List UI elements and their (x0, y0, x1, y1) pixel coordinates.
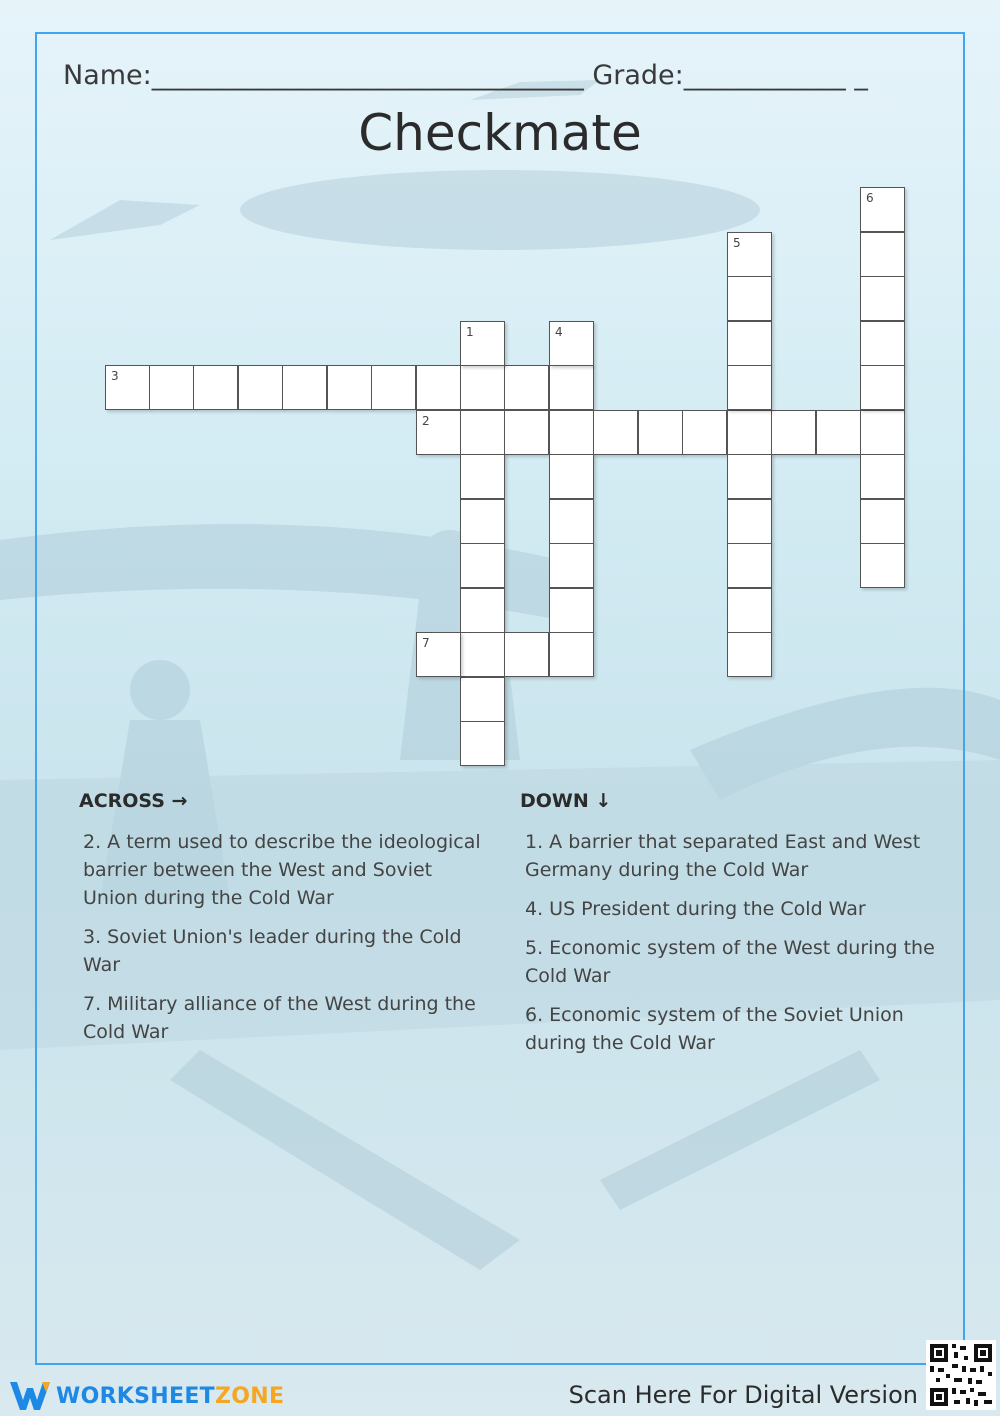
crossword-cell[interactable] (282, 365, 327, 410)
crossword-cell[interactable] (504, 410, 549, 455)
crossword-cell[interactable] (727, 365, 772, 410)
crossword-cell[interactable] (727, 632, 772, 677)
crossword-cell[interactable] (371, 365, 416, 410)
down-clue: 1. A barrier that separated East and West Germany during the Cold War (525, 831, 921, 881)
crossword-cell[interactable] (727, 232, 772, 277)
clue-number: 6 (866, 191, 874, 205)
crossword-cell[interactable] (727, 454, 772, 499)
crossword-cell[interactable] (460, 543, 505, 588)
down-clues (525, 828, 935, 1068)
crossword-cell[interactable] (327, 365, 372, 410)
crossword-cell[interactable] (860, 454, 905, 499)
crossword-cell[interactable] (593, 410, 638, 455)
worksheet-title: Checkmate (358, 104, 642, 162)
crossword-cell[interactable] (549, 410, 594, 455)
logo-text (56, 1384, 284, 1409)
crossword-cell[interactable] (549, 632, 594, 677)
across-clue: 3. Soviet Union's leader during the Cold War (83, 926, 462, 976)
crossword-cell[interactable] (860, 499, 905, 544)
crossword-cell[interactable] (105, 365, 150, 410)
across-clue: 7. Military alliance of the West during the Cold War (83, 993, 476, 1043)
crossword-cell[interactable] (727, 499, 772, 544)
crossword-cell[interactable] (549, 543, 594, 588)
crossword-cell[interactable] (860, 543, 905, 588)
crossword-cell[interactable] (860, 365, 905, 410)
crossword-cell[interactable] (504, 365, 549, 410)
clue-number: 1 (466, 325, 474, 339)
name-grade-line: Name:________________________________ Grade:____________ _ (63, 60, 868, 91)
across-clues (83, 828, 493, 1057)
crossword-cell[interactable] (238, 365, 283, 410)
crossword-cell[interactable] (460, 588, 505, 633)
crossword-cell[interactable] (460, 321, 505, 366)
crossword-cell[interactable] (460, 721, 505, 766)
crossword-cell[interactable] (860, 321, 905, 366)
clue-number: 4 (555, 325, 563, 339)
crossword-cell[interactable] (416, 410, 461, 455)
crossword-cell[interactable] (460, 365, 505, 410)
down-clue: 4. US President during the Cold War (525, 898, 866, 920)
down-heading: DOWN ↓ (520, 790, 612, 812)
crossword-cell[interactable] (416, 632, 461, 677)
logo-w-icon (8, 1378, 52, 1414)
crossword-cell[interactable] (860, 187, 905, 232)
qr-code-icon[interactable] (926, 1340, 996, 1410)
logo-text-zone: ZONE (214, 1383, 285, 1409)
clue-number: 7 (422, 636, 430, 650)
crossword-cell[interactable] (816, 410, 861, 455)
crossword-cell[interactable] (860, 232, 905, 277)
crossword-cell[interactable] (149, 365, 194, 410)
crossword-cell[interactable] (771, 410, 816, 455)
logo-text-worksheet: WORKSHEET (56, 1383, 215, 1409)
crossword-cell[interactable] (549, 588, 594, 633)
crossword-cell[interactable] (504, 632, 549, 677)
crossword-cell[interactable] (549, 454, 594, 499)
clue-number: 2 (422, 414, 430, 428)
crossword-cell[interactable] (193, 365, 238, 410)
crossword-cell[interactable] (860, 410, 905, 455)
crossword-cell[interactable] (727, 321, 772, 366)
crossword-cell[interactable] (460, 410, 505, 455)
crossword-cell[interactable] (727, 276, 772, 321)
clue-number: 3 (111, 369, 119, 383)
crossword-cell[interactable] (549, 321, 594, 366)
across-heading: ACROSS → (79, 790, 188, 812)
crossword-cell[interactable] (460, 499, 505, 544)
crossword-cell[interactable] (727, 543, 772, 588)
crossword-cell[interactable] (460, 632, 505, 677)
crossword-cell[interactable] (727, 588, 772, 633)
crossword-cell[interactable] (416, 365, 461, 410)
down-clue: 5. Economic system of the West during the Cold War (525, 937, 935, 987)
crossword-cell[interactable] (549, 499, 594, 544)
down-clue: 6. Economic system of the Soviet Union during the Cold War (525, 1004, 904, 1054)
across-clue: 2. A term used to describe the ideological barrier between the West and Soviet Union during the Cold War (83, 831, 481, 909)
crossword-cell[interactable] (460, 454, 505, 499)
crossword-cell[interactable] (860, 276, 905, 321)
crossword-cell[interactable] (727, 410, 772, 455)
scan-caption: Scan Here For Digital Version (568, 1381, 918, 1409)
clue-number: 5 (733, 236, 741, 250)
crossword-cell[interactable] (460, 677, 505, 722)
crossword-cell[interactable] (682, 410, 727, 455)
worksheetzone-logo[interactable] (8, 1378, 284, 1414)
crossword-cell[interactable] (638, 410, 683, 455)
crossword-cell[interactable] (549, 365, 594, 410)
